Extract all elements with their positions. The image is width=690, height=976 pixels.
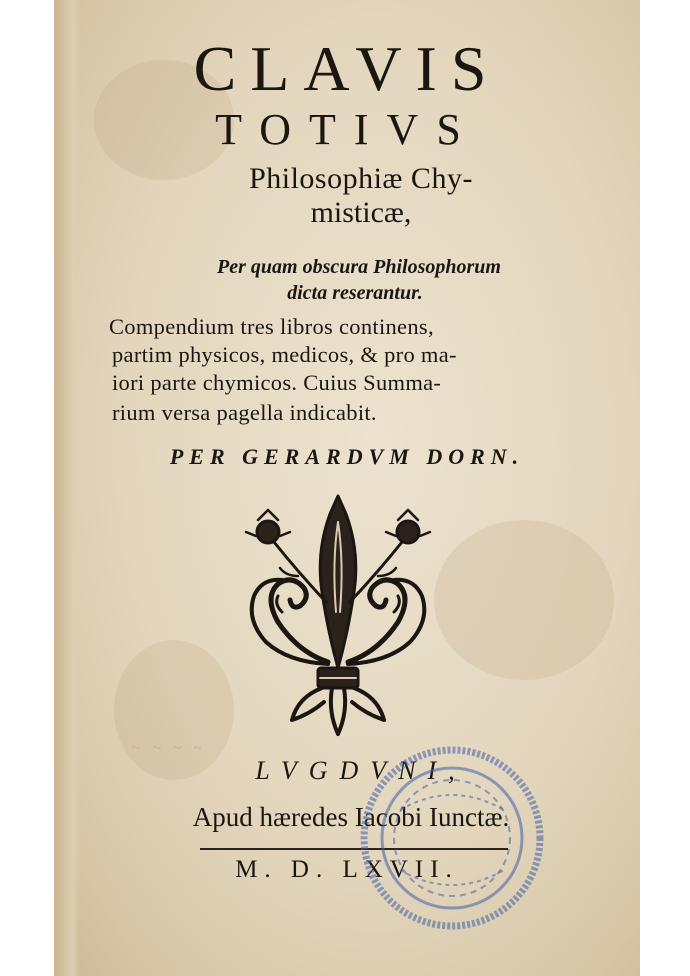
fleur-de-lis-icon xyxy=(238,492,438,738)
imprint-place: LVGDVNI, xyxy=(255,756,467,785)
imprint-date: M. D. LXVII. xyxy=(235,856,459,883)
library-stamp-icon xyxy=(330,740,574,936)
title-line-3: Philosophiæ Chy- xyxy=(249,162,473,195)
paper-stain xyxy=(434,520,614,680)
title-line-1: CLAVIS xyxy=(193,33,501,104)
title-page xyxy=(54,0,640,976)
subtitle-line-1: Per quam obscura Philosophorum xyxy=(217,256,501,278)
body-line-3: iori parte chymicos. Cuius Summa- xyxy=(112,370,442,395)
title-line-2: TOTIVS xyxy=(215,105,479,154)
author-line: PER GERARDVM DORN. xyxy=(169,444,525,469)
subtitle-line-2: dicta reserantur. xyxy=(287,282,423,304)
body-line-1: Compendium tres libros continens, xyxy=(109,314,434,339)
imprint-printer: Apud hæredes Iacobi Iunctæ. xyxy=(192,802,510,832)
body-line-4: rium versa pagella indicabit. xyxy=(112,400,377,425)
body-line-2: partim physicos, medicos, & pro ma- xyxy=(112,342,457,367)
title-line-4: misticæ, xyxy=(310,196,412,229)
show-through-text: ~ ~ ~ ~ xyxy=(131,740,207,757)
